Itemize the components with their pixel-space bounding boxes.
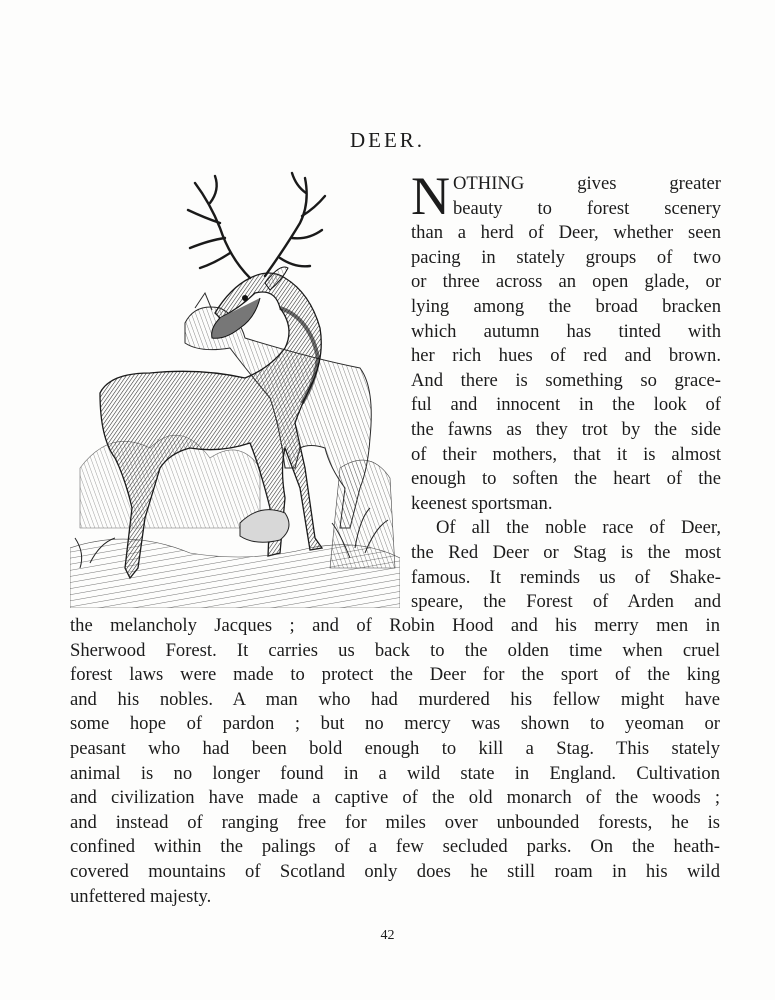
text-line: forest laws were made to protect the Deer for the sport of the king: [70, 664, 720, 686]
text-line: OTHING gives greater: [453, 173, 721, 194]
text-line: and civilization have made a captive of the old monarch of the woods ;: [70, 787, 720, 809]
right-column-text: [411, 166, 721, 615]
text-line: of their mothers, that it is almost: [411, 443, 721, 465]
text-line: the fawns as they trot by the side: [411, 418, 721, 440]
text-line: some hope of pardon ; but no mercy was shown to yeoman or: [70, 713, 720, 735]
text-line: animal is no longer found in a wild state in England. Cultivation: [70, 762, 720, 784]
text-line: speare, the Forest of Arden and: [411, 591, 721, 613]
text-line: lying among the broad bracken: [411, 295, 721, 317]
text-line: peasant who had been bold enough to kill a Stag. This stately: [70, 737, 720, 759]
drop-cap: N: [411, 166, 450, 226]
text-line: pacing in stately groups of two: [411, 246, 721, 268]
text-line: the melancholy Jacques ; and of Robin Hood and his merry men in: [70, 615, 720, 636]
text-line: keenest sportsman.: [411, 492, 553, 514]
text-line: the Red Deer or Stag is the most: [411, 541, 721, 563]
text-line: than a herd of Deer, whether seen: [411, 222, 721, 244]
text-line: her rich hues of red and brown.: [411, 345, 721, 367]
text-line: and his nobles. A man who had murdered his fellow might have: [70, 688, 720, 710]
text-line: which autumn has tinted with: [411, 320, 721, 342]
text-line: And there is something so grace-: [411, 369, 721, 391]
text-line: ful and innocent in the look of: [411, 394, 721, 416]
text-line: beauty to forest scenery: [453, 197, 721, 219]
text-line: unfettered majesty.: [70, 885, 212, 907]
text-line: enough to soften the heart of the: [411, 468, 721, 490]
full-width-text: [70, 614, 720, 909]
text-line: or three across an open glade, or: [411, 271, 721, 293]
text-line: famous. It reminds us of Shake-: [411, 566, 721, 588]
text-line: confined within the palings of a few secluded parks. On the heath-: [70, 836, 720, 858]
text-line: Sherwood Forest. It carries us back to the olden time when cruel: [70, 639, 720, 661]
stag-engraving: [70, 168, 400, 608]
text-line: Of all the noble race of Deer,: [436, 517, 721, 539]
page-number: 42: [380, 928, 395, 943]
text-line: covered mountains of Scotland only does he still roam in his wild: [70, 860, 720, 882]
text-line: and instead of ranging free for miles over unbounded forests, he is: [70, 811, 720, 833]
page-title: DEER.: [349, 128, 426, 152]
